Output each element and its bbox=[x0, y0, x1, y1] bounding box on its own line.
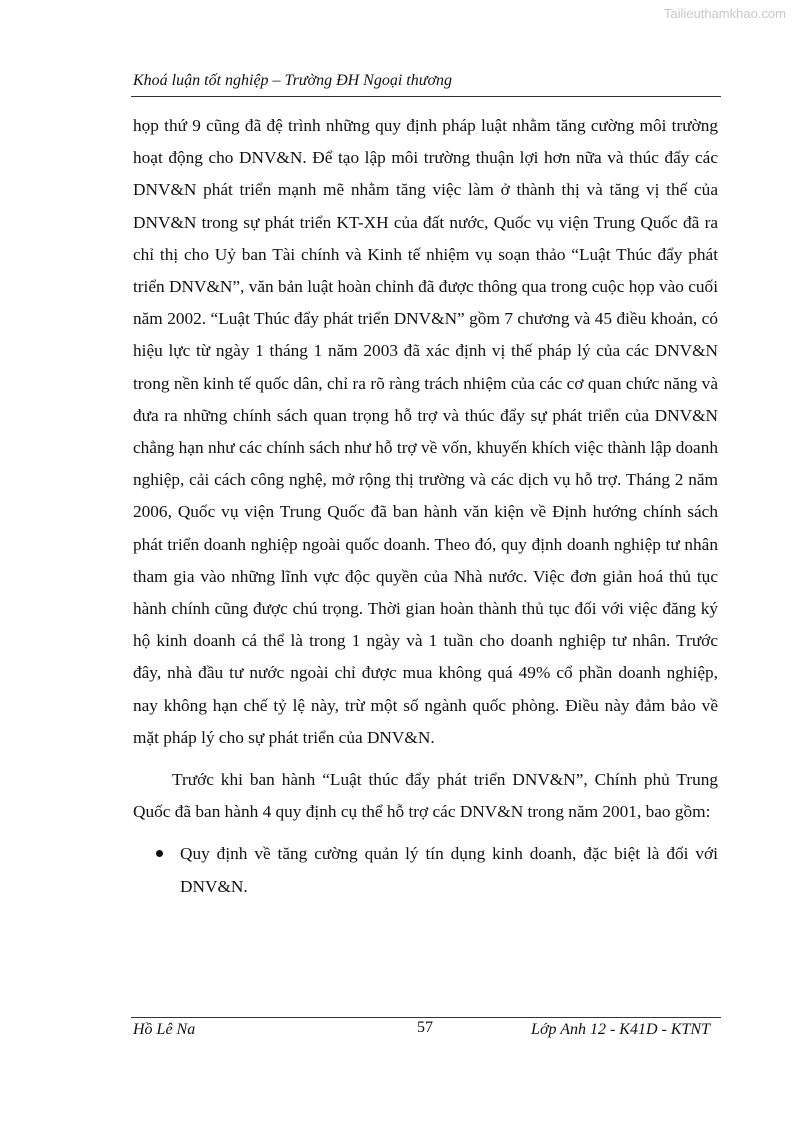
header-divider bbox=[131, 96, 721, 97]
document-body bbox=[133, 110, 718, 903]
footer-class-info: Lớp Anh 12 - K41D - KTNT bbox=[531, 1021, 710, 1038]
footer-divider bbox=[131, 1017, 721, 1018]
bullet-dot-icon bbox=[156, 850, 163, 857]
bullet-list bbox=[133, 838, 718, 902]
bullet-item-text: Quy định về tăng cường quản lý tín dụng kinh doanh, đặc biệt là đối với DNV&N. bbox=[180, 844, 718, 896]
page-number: 57 bbox=[417, 1019, 433, 1036]
bullet-item bbox=[180, 838, 718, 902]
footer-author: Hồ Lê Na bbox=[133, 1021, 196, 1038]
body-paragraph-1: họp thứ 9 cũng đã đệ trình những quy định pháp luật nhằm tăng cường môi trường hoạt động cho DNV&N. Để tạo lập môi trường thuận lợi hơn nữa và thúc đẩy các DNV&N phát triển mạnh mẽ nhằm tăng việc làm ở thành thị và tăng vị thế của DNV&N trong sự phát triển KT-XH của đất nước, Quốc vụ viện Trung Quốc đã ra chỉ thị cho Uỷ ban Tài chính và Kinh tế nhiệm vụ soạn thảo “Luật Thúc đẩy phát triển DNV&N”, văn bản luật hoàn chỉnh đã được thông qua trong cuộc họp vào cuối năm 2002. “Luật Thúc đẩy phát triển DNV&N” gồm 7 chương và 45 điều khoản, có hiệu lực từ ngày 1 tháng 1 năm 2003 đã xác định vị thế pháp lý của các DNV&N trong nền kinh tế quốc dân, chỉ ra rõ ràng trách nhiệm của các cơ quan chức năng và đưa ra những chính sách quan trọng hỗ trợ và thúc đẩy sự phát triển của DNV&N chẳng hạn như các chính sách như hỗ trợ về vốn, khuyến khích việc thành lập doanh nghiệp, cải cách công nghệ, mở rộng thị trường và các dịch vụ hỗ trợ. Tháng 2 năm 2006, Quốc vụ viện Trung Quốc đã ban hành văn kiện về Định hướng chính sách phát triển doanh nghiệp ngoài quốc doanh. Theo đó, quy định doanh nghiệp tư nhân tham gia vào những lĩnh vực độc quyền của Nhà nước. Việc đơn giản hoá thủ tục hành chính cũng được chú trọng. Thời gian hoàn thành thủ tục đối với việc đăng ký hộ kinh doanh cá thể là trong 1 ngày và 1 tuần cho doanh nghiệp tư nhân. Trước đây, nhà đầu tư nước ngoài chỉ được mua không quá 49% cổ phần doanh nghiệp, nay không hạn chế tỷ lệ này, trừ một số ngành quốc phòng. Điều này đảm bảo về mặt pháp lý cho sự phát triển của DNV&N. bbox=[133, 116, 718, 747]
body-paragraph-2: Trước khi ban hành “Luật thúc đẩy phát triển DNV&N”, Chính phủ Trung Quốc đã ban hành 4 quy định cụ thể hỗ trợ các DNV&N trong năm 2001, bao gồm: bbox=[133, 770, 718, 822]
page-header-title: Khoá luận tốt nghiệp – Trường ĐH Ngoại thương bbox=[133, 72, 452, 89]
watermark: Tailieuthamkhao.com bbox=[663, 6, 786, 21]
